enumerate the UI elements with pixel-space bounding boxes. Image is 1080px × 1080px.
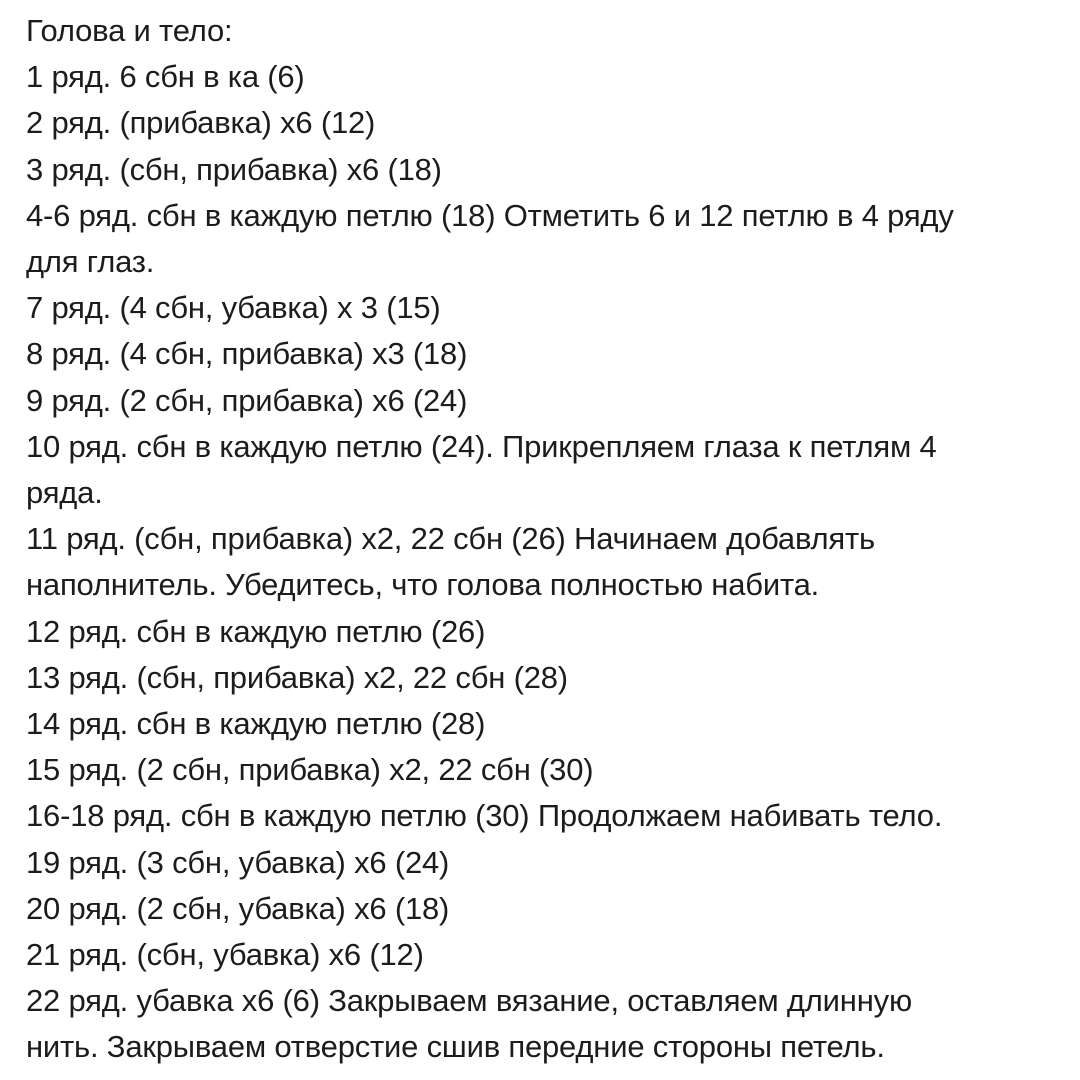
text-line: ряда.: [26, 475, 103, 511]
text-line: 1 ряд. 6 сбн в ка (6): [26, 59, 305, 95]
text-line: 8 ряд. (4 сбн, прибавка) х3 (18): [26, 336, 468, 372]
text-line: 14 ряд. сбн в каждую петлю (28): [26, 706, 486, 742]
text-line: 7 ряд. (4 сбн, убавка) х 3 (15): [26, 290, 441, 326]
text-line: 19 ряд. (3 сбн, убавка) х6 (24): [26, 844, 450, 880]
text-line: 20 ряд. (2 сбн, убавка) х6 (18): [26, 890, 450, 926]
text-line: 11 ряд. (сбн, прибавка) х2, 22 сбн (26) Начинаем добавлять: [26, 521, 875, 557]
text-line: 16-18 ряд. сбн в каждую петлю (30) Продолжаем набивать тело.: [26, 798, 943, 834]
pattern-text: [26, 8, 1066, 1071]
text-line: 9 ряд. (2 сбн, прибавка) х6 (24): [26, 382, 468, 418]
text-line: 21 ряд. (сбн, убавка) х6 (12): [26, 937, 424, 973]
text-line: 3 ряд. (сбн, прибавка) х6 (18): [26, 151, 442, 187]
text-line: 4-6 ряд. сбн в каждую петлю (18) Отметить 6 и 12 петлю в 4 ряду: [26, 197, 954, 233]
text-line: 22 ряд. убавка х6 (6) Закрываем вязание, оставляем длинную: [26, 983, 912, 1019]
text-line: 15 ряд. (2 сбн, прибавка) х2, 22 сбн (30): [26, 752, 594, 788]
text-line: наполнитель. Убедитесь, что голова полностью набита.: [26, 567, 820, 603]
text-line: 2 ряд. (прибавка) х6 (12): [26, 105, 376, 141]
text-line: 13 ряд. (сбн, прибавка) х2, 22 сбн (28): [26, 659, 568, 695]
text-line: 12 ряд. сбн в каждую петлю (26): [26, 613, 486, 649]
text-line: нить. Закрываем отверстие сшив передние стороны петель.: [26, 1029, 885, 1065]
section-heading: Голова и тело:: [26, 13, 233, 48]
text-line: для глаз.: [26, 244, 155, 280]
text-line: 10 ряд. сбн в каждую петлю (24). Прикрепляем глаза к петлям 4: [26, 428, 937, 464]
